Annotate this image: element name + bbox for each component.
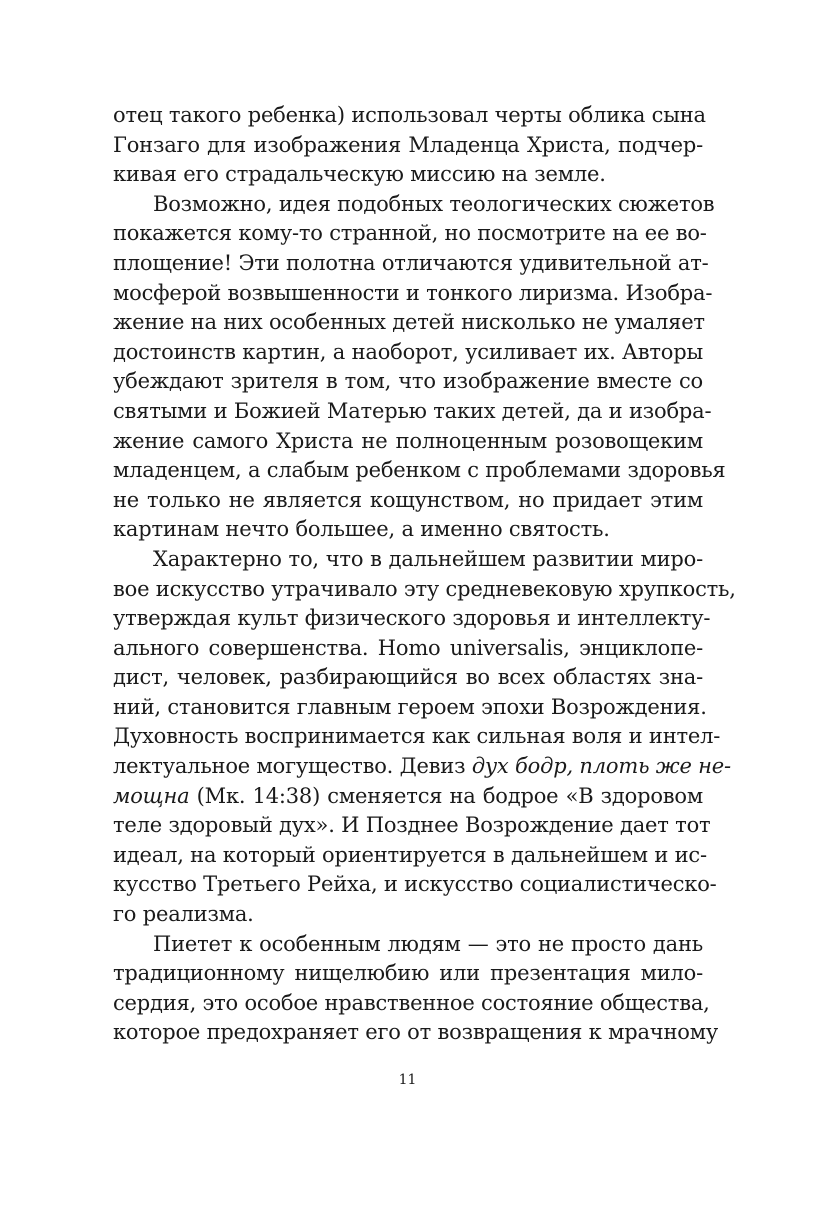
text-line: вое искусство утрачивало эту средневековую хрупкость, (113, 576, 736, 601)
text-line: отец такого ребенка) использовал черты облика сына (113, 103, 706, 127)
text-line: жение на них особенных детей нисколько не умаляет (113, 310, 705, 335)
text-segment: (Мк. 14:38) сменяется на бодрое «В здоровом (189, 783, 703, 808)
text-line: Возможно, идея подобных теологических сюжетов (153, 191, 715, 216)
text-line: святыми и Божией Матерью таких детей, да и изобра- (113, 398, 712, 423)
text-line: традиционному нищелюбию или презентация мило- (113, 961, 703, 986)
text-line (113, 752, 731, 782)
text-line: площение! Эти полотна отличаются удивительной ат- (113, 250, 709, 275)
text-line: Характерно то, что в дальнейшем развитии миро- (153, 546, 703, 571)
italic-quote: мощна (113, 783, 190, 808)
text-segment: лектуальное могущество. Девиз (113, 754, 472, 779)
text-line: жение самого Христа не полноценным розовощеким (113, 428, 703, 453)
text-line: убеждают зрителя в том, что изображение вместе со (113, 369, 703, 394)
text-line: покажется кому-то странной, но посмотрите на ее во- (113, 221, 707, 246)
text-line: сердия, это особое нравственное состояние общества, (113, 990, 710, 1015)
text-line: младенцем, а слабым ребенком с проблемами здоровья (113, 458, 726, 483)
text-line: картинам нечто большее, а именно святость. (113, 517, 610, 542)
text-line: ний, становится главным героем эпохи Возрождения. (113, 694, 707, 719)
text-line: мосферой возвышенности и тонкого лиризма. Изобра- (113, 280, 713, 305)
text-line: не только не является кощунством, но придает этим (113, 487, 703, 512)
text-line: го реализма. (113, 902, 254, 927)
page-number: 11 (398, 1072, 417, 1088)
page-text (113, 101, 736, 1048)
text-line: кусство Третьего Рейха, и искусство социалистическо- (113, 872, 717, 897)
text-line: утверждая культ физического здоровья и интеллекту- (113, 606, 711, 631)
text-line: Гонзаго для изображения Младенца Христа, подчер- (113, 132, 703, 157)
text-line: теле здоровый дух». И Позднее Возрождение дает тот (113, 813, 711, 838)
text-line: ального совершенства. Homo universalis, энциклопе- (113, 635, 703, 660)
text-line: кивая его страдальческую миссию на земле. (113, 162, 606, 187)
text-line: достоинств картин, а наоборот, усиливает их. Авторы (113, 339, 703, 364)
text-line: дист, человек, разбирающийся во всех областях зна- (113, 665, 703, 690)
text-line: Пиетет к особенным людям — это не просто дань (153, 931, 703, 956)
text-line: которое предохраняет его от возвращения к мрачному (113, 1020, 718, 1045)
text-line: Духовность воспринимается как сильная воля и интел- (113, 724, 721, 749)
text-line (113, 782, 703, 812)
italic-quote: дух бодр, плоть же не- (471, 754, 731, 779)
text-line: идеал, на который ориентируется в дальнейшем и ис- (113, 842, 707, 867)
